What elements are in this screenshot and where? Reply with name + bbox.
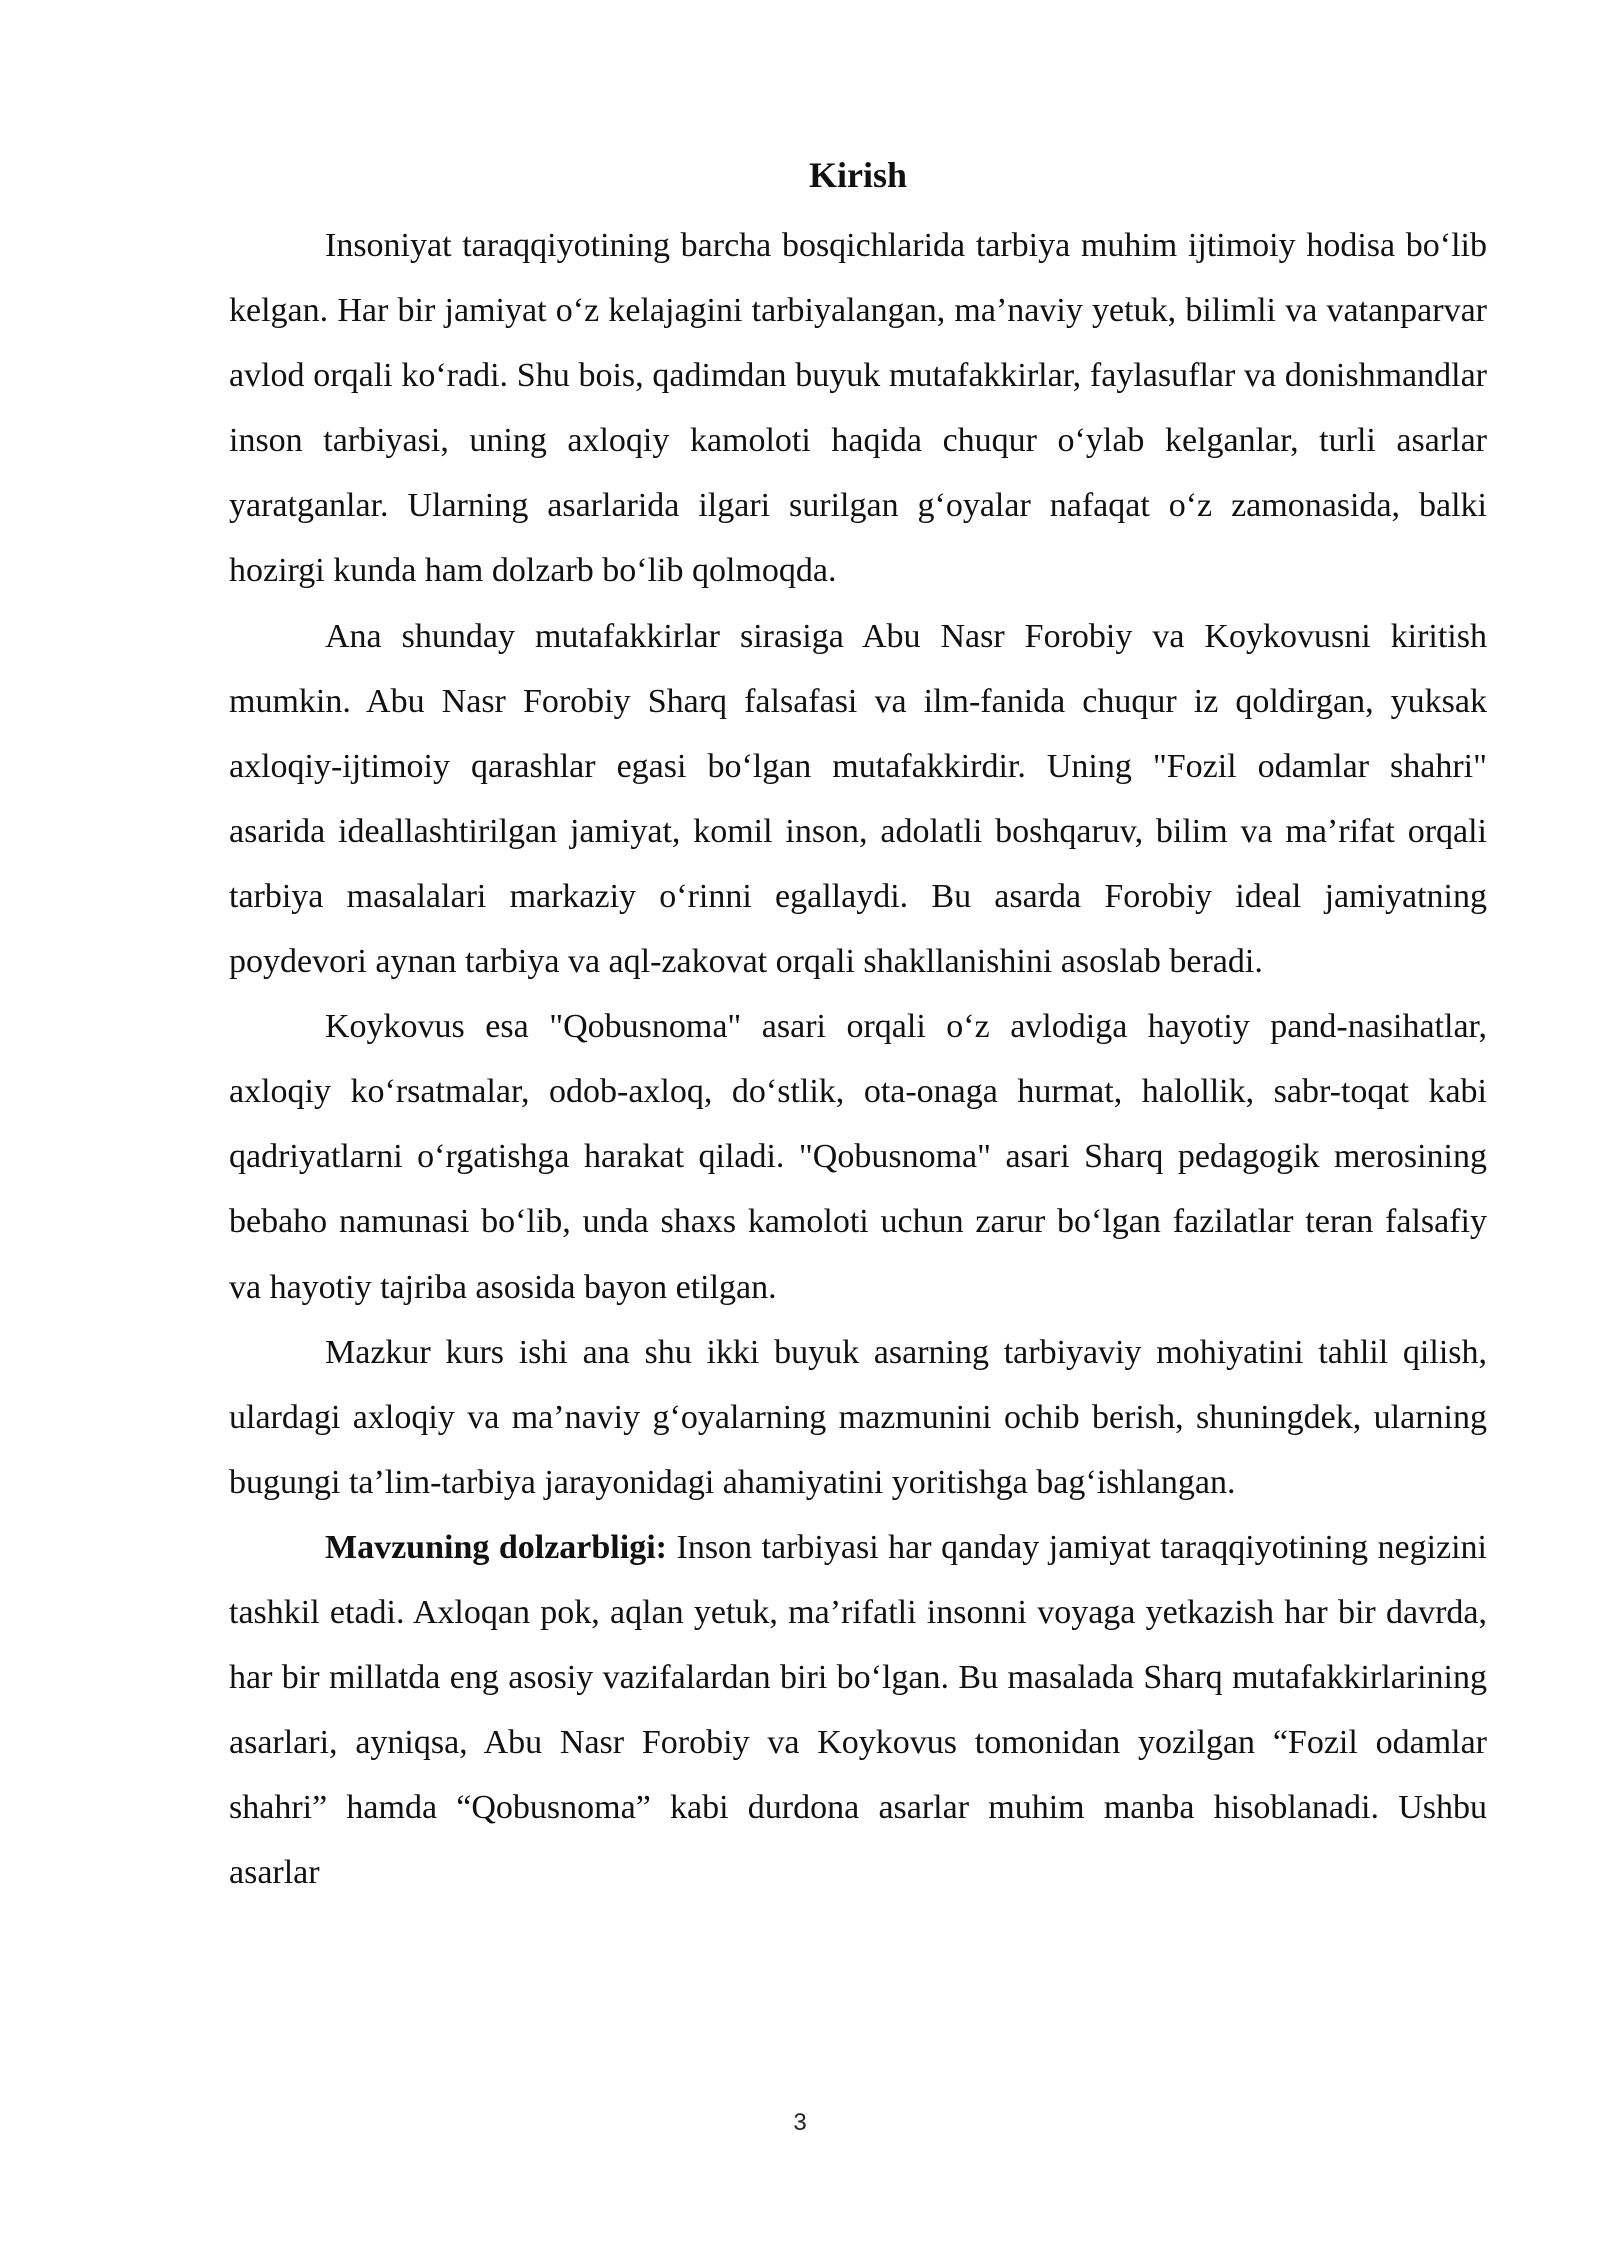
paragraph-introduction: Insoniyat taraqqiyotining barcha bosqichlarida tarbiya muhim ijtimoiy hodisa bo‘lib kelgan. Har bir jamiyat o‘z kelajagini tarbiyalangan, ma’naviy yetuk, bilimli va vatanparvar avlod orqali ko‘radi. Shu bois, qadimdan buyuk mutafakkirlar, faylasuflar va donishmandlar inson tarbiyasi, uning axloqiy kamoloti haqida chuqur o‘ylab kelganlar, turli asarlar yaratganlar. Ularning asarlarida ilgari surilgan g‘oyalar nafaqat o‘z zamonasida, balki hozirgi kunda ham dolzarb bo‘lib qolmoqda.	[229, 227, 1487, 590]
page-content	[229, 145, 1487, 1905]
paragraph-qobusnoma: Koykovus esa "Qobusnoma" asari orqali o‘z avlodiga hayotiy pand-nasihatlar, axloqiy ko‘rsatmalar, odob-axloq, do‘stlik, ota-onaga hurmat, halollik, sabr-toqat kabi qadriyatlarni o‘rgatishga harakat qiladi. "Qobusnoma" asari Sharq pedagogik merosining bebaho namunasi bo‘lib, unda shaxs kamoloti uchun zarur bo‘lgan fazilatlar teran falsafiy va hayotiy tajriba asosida bayon etilgan.	[229, 1008, 1487, 1306]
relevance-label: Mavzuning dolzarbligi:	[325, 1528, 667, 1566]
relevance-text: Inson tarbiyasi har qanday jamiyat taraqqiyotining negizini tashkil etadi. Axloqan pok, aqlan yetuk, ma’rifatli insonni voyaga yetkazish har bir davrda, har bir millatda eng asosiy vazifalardan biri bo‘lgan. Bu masalada Sharq mutafakkirlarining asarlari, ayniqsa, Abu Nasr Forobiy va Koykovus tomonidan yozilgan “Fozil odamlar shahri” hamda “Qobusnoma” kabi durdona asarlar muhim manba hisoblanadi. Ushbu asarlar	[229, 1528, 1488, 1892]
paragraph-course-work: Mazkur kurs ishi ana shu ikki buyuk asarning tarbiyaviy mohiyatini tahlil qilish, ulardagi axloqiy va ma’naviy g‘oyalarning mazmunini ochib berish, shuningdek, ularning bugungi ta’lim-tarbiya jarayonidagi ahamiyatini yoritishga bag‘ishlangan.	[229, 1333, 1487, 1501]
page-number: 3	[793, 2109, 807, 2136]
paragraph-thinkers: Ana shunday mutafakkirlar sirasiga Abu Nasr Forobiy va Koykovusni kiritish mumkin. Abu Nasr Forobiy Sharq falsafasi va ilm-fanida chuqur iz qoldirgan, yuksak axloqiy-ijtimoiy qarashlar egasi bo‘lgan mutafakkirdir. Uning "Fozil odamlar shahri" asarida ideallashtirilgan jamiyat, komil inson, adolatli boshqaruv, bilim va ma’rifat orqali tarbiya masalalari markaziy o‘rinni egallaydi. Bu asarda Forobiy ideal jamiyatning poydevori aynan tarbiya va aql-zakovat orqali shakllanishini asoslab beradi.	[229, 617, 1487, 981]
paragraph-relevance	[229, 1515, 1487, 1906]
section-title: Kirish	[808, 155, 907, 195]
